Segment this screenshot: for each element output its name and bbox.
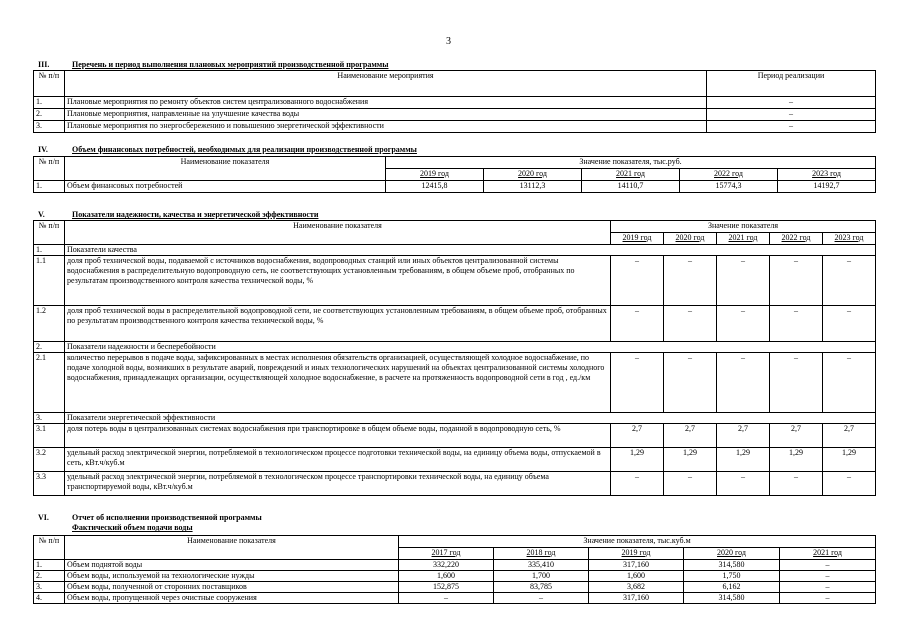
year-header: 2023 год [823, 233, 876, 245]
row-no: 3.2 [34, 448, 65, 472]
row-period: – [707, 97, 876, 109]
row-value: – [717, 472, 770, 496]
section-subtitle: Фактический объем подачи воды [72, 523, 193, 532]
financial-needs-table [33, 156, 876, 193]
section-number: VI. [38, 513, 49, 522]
group-row [34, 342, 876, 353]
group-title: Показатели энергетической эффективности [65, 413, 876, 424]
row-no: 1. [34, 97, 65, 109]
row-value: – [611, 256, 664, 306]
year-header: 2018 год [494, 548, 589, 560]
year-header: 2022 год [770, 233, 823, 245]
row-no: 4. [34, 593, 65, 604]
row-value: – [494, 593, 589, 604]
group-title: Показатели надежности и бесперебойности [65, 342, 876, 353]
header-value: Значение показателя, тыс.руб. [386, 157, 876, 169]
year-header: 2019 год [386, 169, 484, 181]
row-no: 3. [34, 413, 65, 424]
row-value: – [770, 256, 823, 306]
group-title: Показатели качества [65, 245, 876, 256]
reliability-indicators-table [33, 220, 876, 496]
year-header: 2020 год [484, 169, 582, 181]
row-value: – [399, 593, 494, 604]
header-name: Наименование показателя [65, 221, 611, 245]
row-value: 1,29 [664, 448, 717, 472]
row-name: доля потерь воды в централизованных системах водоснабжения при транспортировке в общем объеме воды, поданной в водопроводную сеть, % [65, 424, 611, 448]
row-value: 1,600 [589, 571, 684, 582]
planned-measures-table [33, 70, 876, 133]
row-value: – [780, 582, 876, 593]
row-no: 2. [34, 109, 65, 121]
row-name: Объем воды, полученной от сторонних поставщиков [65, 582, 399, 593]
row-period: – [707, 121, 876, 133]
row-value: – [717, 306, 770, 342]
row-name: Объем финансовых потребностей [65, 181, 386, 193]
section-number: IV. [38, 145, 48, 154]
year-header: 2020 год [684, 548, 780, 560]
row-no: 2. [34, 342, 65, 353]
row-name: Объем воды, пропущенной через очистные сооружения [65, 593, 399, 604]
header-no: № п/п [34, 157, 65, 181]
row-value: – [770, 472, 823, 496]
row-value: – [780, 571, 876, 582]
row-value: 83,785 [494, 582, 589, 593]
row-no: 3. [34, 582, 65, 593]
table-row [34, 424, 876, 448]
row-value: – [664, 256, 717, 306]
section-title: Отчет об исполнении производственной программы [72, 513, 262, 522]
year-header: 2023 год [778, 169, 876, 181]
year-header: 2017 год [399, 548, 494, 560]
row-value: 317,160 [589, 593, 684, 604]
row-value: 2,7 [770, 424, 823, 448]
row-value: – [823, 306, 876, 342]
row-name: удельный расход электрической энергии, потребляемой в технологическом процессе подготовки технической воды, на единицу объема воды, отпускаемой в сеть, кВт.ч/куб.м [65, 448, 611, 472]
row-value: 1,29 [823, 448, 876, 472]
row-no: 3.1 [34, 424, 65, 448]
row-value: – [780, 560, 876, 571]
row-value: – [611, 306, 664, 342]
row-value: 14192,7 [778, 181, 876, 193]
water-supply-report-table [33, 535, 876, 604]
row-value: – [664, 472, 717, 496]
table-row [34, 181, 876, 193]
table-row [34, 256, 876, 306]
section-number: V. [38, 210, 45, 219]
row-value: 2,7 [823, 424, 876, 448]
header-name: Наименование мероприятия [65, 71, 707, 97]
table-row [34, 593, 876, 604]
year-header: 2019 год [611, 233, 664, 245]
section-title: Объем финансовых потребностей, необходимых для реализации производственной программы [72, 145, 417, 154]
year-header: 2022 год [680, 169, 778, 181]
table-row [34, 560, 876, 571]
table-row [34, 306, 876, 342]
row-value: 317,160 [589, 560, 684, 571]
row-value: 6,162 [684, 582, 780, 593]
section-5-heading [38, 210, 318, 219]
row-name: доля проб технической воды в распределительной водопроводной сети, не соответствующих установленным требованиям, в общем объеме проб, отобранных по результатам производственного контроля качества технической воды, % [65, 306, 611, 342]
row-value: 1,750 [684, 571, 780, 582]
section-title: Перечень и период выполнения плановых мероприятий производственной программы [72, 60, 389, 69]
row-no: 2. [34, 571, 65, 582]
year-header: 2020 год [664, 233, 717, 245]
row-value: – [717, 353, 770, 413]
row-value: 3,682 [589, 582, 684, 593]
row-value: – [717, 256, 770, 306]
section-4-heading [38, 145, 417, 154]
header-no: № п/п [34, 221, 65, 245]
table-row [34, 582, 876, 593]
group-row [34, 413, 876, 424]
table-row [34, 121, 876, 133]
year-header: 2021 год [717, 233, 770, 245]
row-value: – [611, 472, 664, 496]
section-3-heading [38, 60, 388, 69]
row-value: 1,29 [611, 448, 664, 472]
row-no: 1. [34, 245, 65, 256]
header-no: № п/п [34, 71, 65, 97]
header-no: № п/п [34, 536, 65, 560]
section-number: III. [38, 60, 50, 69]
row-value: 335,410 [494, 560, 589, 571]
row-value: 1,700 [494, 571, 589, 582]
section-title: Показатели надежности, качества и энергетической эффективности [72, 210, 319, 219]
table-row [34, 571, 876, 582]
row-value: – [823, 472, 876, 496]
row-value: 2,7 [611, 424, 664, 448]
row-name: Плановые мероприятия по энергосбережению и повышению энергетической эффективности [65, 121, 707, 133]
row-name: доля проб технической воды, подаваемой с источников водоснабжения, водопроводных станций или иных объектов централизованной системы водоснабжения в распределительную водопроводную сеть, не соответствующих установленным требованиям, в общем объеме проб, отобранных по результатам производственного контроля качества технической воды, % [65, 256, 611, 306]
row-value: 314,580 [684, 593, 780, 604]
row-no: 3. [34, 121, 65, 133]
row-name: Объем воды, используемой на технологические нужды [65, 571, 399, 582]
table-row [34, 97, 876, 109]
page-number: 3 [446, 36, 451, 47]
row-value: 314,580 [684, 560, 780, 571]
header-value: Значение показателя [611, 221, 876, 233]
row-no: 1. [34, 560, 65, 571]
header-value: Значение показателя, тыс.куб.м [399, 536, 876, 548]
row-no: 2.1 [34, 353, 65, 413]
row-value: 13112,3 [484, 181, 582, 193]
row-value: – [664, 306, 717, 342]
row-no: 1. [34, 181, 65, 193]
row-value: 332,220 [399, 560, 494, 571]
year-header: 2021 год [780, 548, 876, 560]
row-name: Плановые мероприятия по ремонту объектов систем централизованного водоснабжения [65, 97, 707, 109]
row-name: количество перерывов в подаче воды, зафиксированных в местах исполнения обязательств организацией, осуществляющей холодное водоснабжение, по подаче холодной воды, возникших в результате аварий, повреждений и иных технологических нарушений на объектах централизованной системы холодного водоснабжения, принадлежащих организации, осуществляющей холодное водоснабжение, в расчете на протяженность водопроводной сети в год , ед./км [65, 353, 611, 413]
row-value: 1,29 [770, 448, 823, 472]
row-value: – [823, 256, 876, 306]
header-period: Период реализации [707, 71, 876, 97]
row-value: – [780, 593, 876, 604]
row-value: 2,7 [664, 424, 717, 448]
row-no: 3.3 [34, 472, 65, 496]
row-value: 14110,7 [582, 181, 680, 193]
table-row [34, 448, 876, 472]
section-6-heading [38, 513, 262, 522]
header-name: Наименование показателя [65, 157, 386, 181]
table-row [34, 472, 876, 496]
table-row [34, 353, 876, 413]
row-value: – [770, 353, 823, 413]
row-no: 1.2 [34, 306, 65, 342]
row-name: Плановые мероприятия, направленные на улучшение качества воды [65, 109, 707, 121]
table-row [34, 109, 876, 121]
row-value: – [664, 353, 717, 413]
row-value: 2,7 [717, 424, 770, 448]
row-period: – [707, 109, 876, 121]
row-value: 12415,8 [386, 181, 484, 193]
row-value: 1,600 [399, 571, 494, 582]
row-value: 1,29 [717, 448, 770, 472]
row-value: 15774,3 [680, 181, 778, 193]
group-row [34, 245, 876, 256]
row-no: 1.1 [34, 256, 65, 306]
year-header: 2021 год [582, 169, 680, 181]
year-header: 2019 год [589, 548, 684, 560]
row-value: 152,875 [399, 582, 494, 593]
row-value: – [823, 353, 876, 413]
row-value: – [611, 353, 664, 413]
row-name: Объем поднятой воды [65, 560, 399, 571]
row-value: – [770, 306, 823, 342]
header-name: Наименование показателя [65, 536, 399, 560]
row-name: удельный расход электрической энергии, потребляемой в технологическом процессе транспортировки технической воды, на единицу объема транспортируемой воды, кВт.ч/куб.м [65, 472, 611, 496]
